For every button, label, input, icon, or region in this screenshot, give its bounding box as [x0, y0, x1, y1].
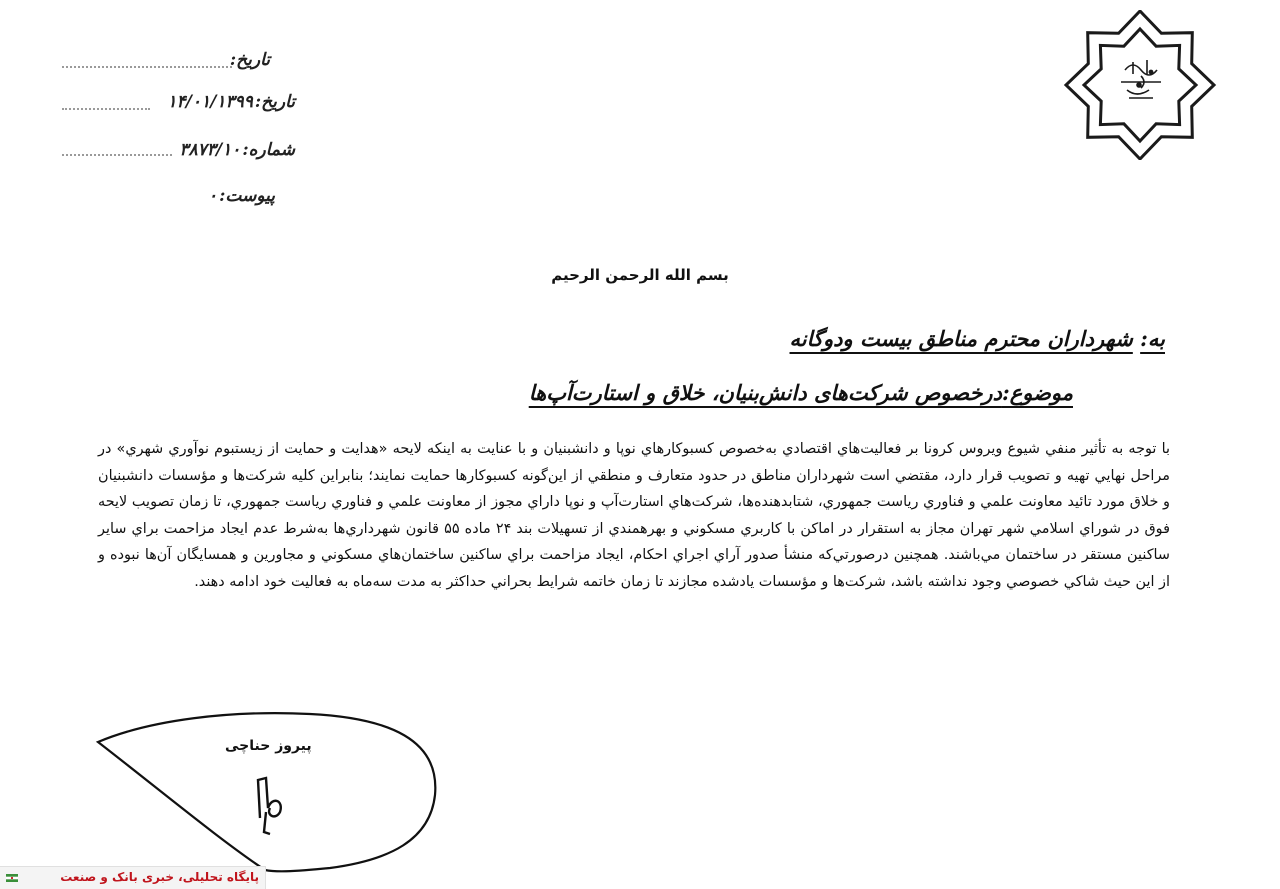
- basmala: بسم الله الرحمن الرحیم: [551, 266, 729, 284]
- recipient-prefix: به:: [1140, 326, 1165, 351]
- source-watermark: [0, 866, 266, 889]
- date-row-1: [230, 50, 270, 70]
- attachment-label: پیوست:: [219, 186, 275, 206]
- flag-icon: [6, 874, 18, 882]
- attachment-row: [208, 186, 275, 206]
- attachment-value: ۰: [208, 186, 218, 206]
- subject-text: درخصوص شرکت‌های دانش‌بنیان، خلاق و استارت‌آپ‌ها: [528, 380, 1002, 405]
- date-dotted-line-2: [62, 108, 150, 110]
- signer-name: پیروز حناچی: [225, 738, 312, 754]
- date-label-1: تاریخ:: [229, 50, 270, 70]
- number-dotted-line: [62, 154, 172, 156]
- tehran-municipality-star-icon: [1055, 10, 1225, 160]
- recipient-text: شهرداران محترم مناطق بیست ودوگانه: [789, 326, 1133, 351]
- number-value: ۳۸۷۳/۱۰: [179, 140, 241, 160]
- date-label-2: تاریخ:: [254, 92, 295, 112]
- date-dotted-line-1: [62, 66, 232, 68]
- letter-body: با توجه به تأثیر منفي شیوع ویروس کرونا بر فعالیت‌هاي اقتصادي به‌خصوص کسبوکارهاي نوپا و دانشبنیان و با عنایت به اینکه لایحه «هدایت و حمایت از زیستبوم نوآوري شهري» در مراحل نهایي تهیه و تصویب قرار دارد، مقتضي است شهرداران مناطق در حدود متعارف و منطقي از این‌گونه کسبوکارها حمایت نمایند؛ بنابراین کلیه شرکت‌ها و مؤسسات دانشبنیان و خلاق مورد تائید معاونت علمي و فناوري ریاست جمهوري، شتابدهنده‌ها، شرکت‌هاي استارت‌آپ و نوپا داراي مجوز از معاونت علمي و فناوري ریاست جمهوري، تا زمان تصویب لایحه فوق در شوراي اسلامي شهر تهران مجاز به استقرار در اماكن با كاربري مسكوني و بهرهمندي از تسهیلات بند ۲۴ ماده ۵۵ قانون شهرداري‌ها به‌شرط عدم ایجاد مزاحمت براي سایر ساكنین مستقر در ساختمان مي‌باشند. همچنین درصورتي‌كه منشأ صدور آراي اجراي احكام، ایجاد مزاحمت براي ساكنین ساختمان‌هاي مسكوني و مجاورین و همسایگان آن‌ها نبوده و از این حیث شاكي خصوصي وجود نداشته باشد، شرکت‌ها و مؤسسات یادشده مجازند تا زمان خاتمه شرایط بحراني حداكثر به مدت سه‌ماه به فعالیت خود ادامه دهند.: [98, 441, 1170, 590]
- number-label: شماره:: [242, 140, 295, 160]
- watermark-text: پایگاه تحلیلی، خبری بانک و صنعت: [60, 870, 259, 884]
- signature-mark: [90, 700, 450, 875]
- date-value: ۱۴/۰۱/۱۳۹۹: [167, 92, 253, 112]
- number-row: [179, 140, 295, 160]
- date-row-2: [167, 92, 295, 112]
- subject-line: [529, 380, 1073, 405]
- subject-prefix: موضوع:: [1001, 380, 1073, 405]
- recipient-line: [790, 326, 1165, 351]
